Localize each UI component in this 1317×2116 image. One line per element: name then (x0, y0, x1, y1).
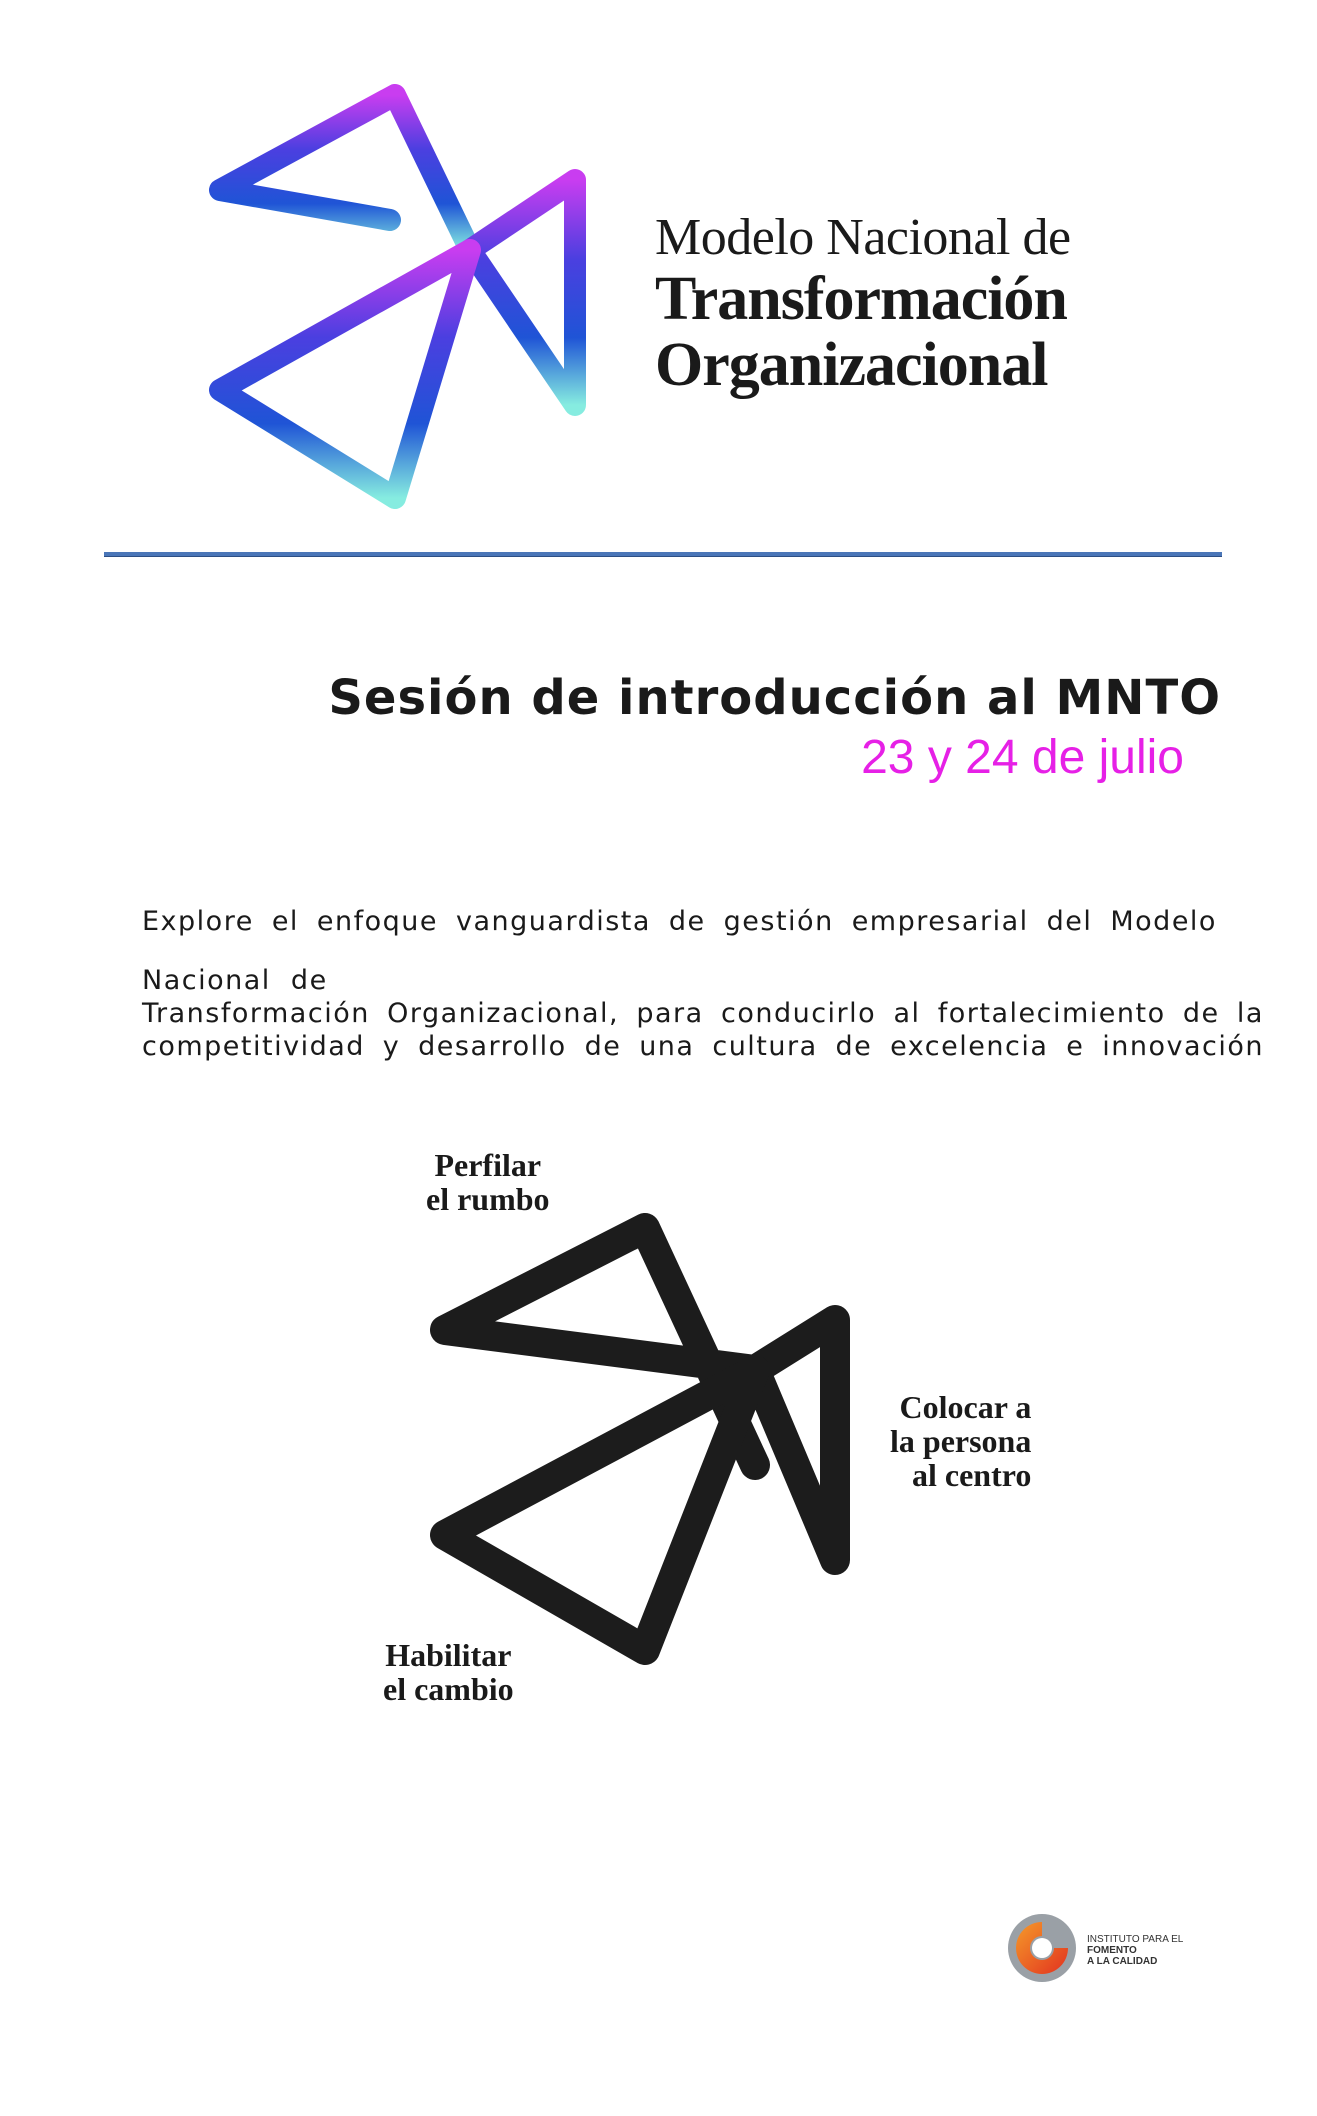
intro-word: Transformación (142, 998, 370, 1029)
intro-word: de (668, 906, 706, 937)
ifc-line-2: FOMENTO (1087, 1945, 1137, 1956)
logo-line-2: Transformación (655, 265, 1067, 333)
intro-word: para (636, 998, 704, 1029)
event-date: 23 y 24 de julio (861, 731, 1184, 784)
mnto-logo-wordmark (655, 209, 1095, 399)
intro-word: Organizacional, (387, 998, 620, 1029)
label-colocar (890, 1390, 1031, 1492)
intro-line-1 (142, 905, 1217, 938)
intro-word: de (584, 1031, 622, 1062)
intro-word: de (835, 1031, 873, 1062)
intro-word: la (1236, 998, 1264, 1029)
intro-paragraph (142, 905, 1264, 1063)
intro-line-2: Nacional de (142, 965, 328, 996)
intro-word: empresarial (851, 906, 1029, 937)
intro-word: competitividad (142, 1031, 365, 1062)
label-colocar-line-2: la persona (890, 1423, 1032, 1459)
intro-word: enfoque (316, 906, 439, 937)
intro-word: de (1182, 998, 1220, 1029)
page-title: Sesión de introducción al MNTO (328, 670, 1221, 726)
intro-word: Modelo (1110, 906, 1217, 937)
label-perfilar-line-2: el rumbo (426, 1181, 550, 1217)
label-colocar-line-1: Colocar a (899, 1389, 1032, 1425)
label-habilitar-line-1: Habilitar (385, 1637, 512, 1673)
intro-word: Explore (142, 906, 254, 937)
intro-word: excelencia (890, 1031, 1049, 1062)
label-habilitar-line-2: el cambio (383, 1671, 514, 1707)
intro-word: y (382, 1031, 401, 1062)
intro-word: cultura (712, 1031, 818, 1062)
intro-word: desarrollo (418, 1031, 567, 1062)
intro-word: e (1066, 1031, 1085, 1062)
intro-word: innovación (1102, 1031, 1264, 1062)
intro-line-3 (142, 997, 1264, 1030)
ifc-line-3: A LA CALIDAD (1087, 1956, 1158, 1967)
intro-word: fortalecimiento (937, 998, 1166, 1029)
ifc-logo-text (1087, 1934, 1183, 1967)
label-perfilar (426, 1148, 550, 1216)
intro-word: gestión (723, 906, 834, 937)
header-divider (104, 552, 1222, 557)
mnto-logo-icon (200, 80, 600, 520)
intro-word: vanguardista (456, 906, 651, 937)
label-colocar-line-3: al centro (911, 1457, 1032, 1493)
intro-word: el (271, 906, 299, 937)
ifc-line-1: INSTITUTO PARA EL (1087, 1934, 1184, 1945)
intro-word: del (1046, 906, 1093, 937)
logo-line-1: Modelo Nacional de (655, 209, 1071, 266)
intro-word: al (893, 998, 921, 1029)
logo-line-3: Organizacional (655, 331, 1048, 399)
label-habilitar (383, 1638, 514, 1706)
label-perfilar-line-1: Perfilar (434, 1147, 542, 1183)
intro-word: una (639, 1031, 695, 1062)
intro-word: conducirlo (720, 998, 877, 1029)
intro-line-4 (142, 1030, 1264, 1063)
